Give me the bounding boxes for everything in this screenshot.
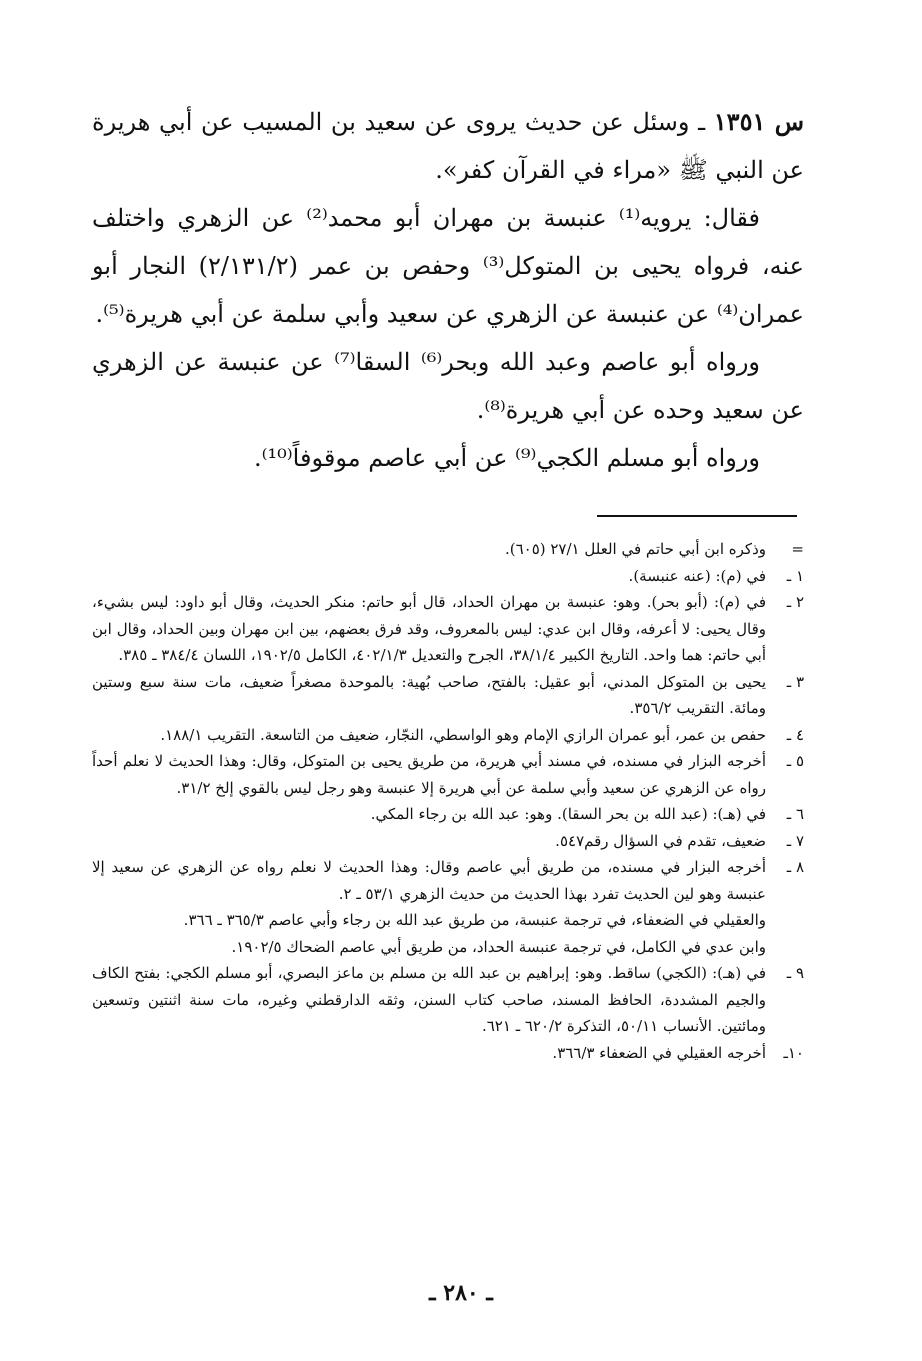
footnote-text: أخرجه البزار في مسنده، من طريق أبي عاصم وقال: وهذا الحديث لا نعلم رواه عن الزهري عن سعيد إلا عنبسة وهو لين الحديث تفرد بهذا الحديث من حديث الزهري ٥٣/١ ـ ٢. bbox=[92, 858, 766, 903]
footnote-4 bbox=[92, 722, 804, 749]
footnote-number: ٣ ـ bbox=[786, 672, 804, 691]
main-text bbox=[92, 98, 804, 482]
page-number: ـ ٢٨٠ ـ bbox=[429, 1280, 493, 1306]
footnote-number: ١ ـ bbox=[786, 566, 804, 585]
question-text: ـ وسئل عن حديث يروى عن سعيد بن المسيب عن أبي هريرة عن النبي ﷺ «مراء في القرآن كفر». bbox=[92, 108, 804, 184]
footnote-9 bbox=[92, 960, 804, 1040]
footnote-continuation bbox=[92, 536, 804, 563]
footnote-text: ضعيف، تقدم في السؤال رقم٥٤٧. bbox=[555, 831, 766, 850]
footnote-number: ٥ ـ bbox=[786, 752, 804, 770]
footnote-text: أخرجه البزار في مسنده، في مسند أبي هريرة، من طريق يحيى بن المتوكل، وقال: وهذا الحديث لا نعلم أحداً رواه عن الزهري عن سعيد وأبي سلمة عن أبي هريرة إلا عنبسة وهو رجل ليس بالقوي إلخ ٣١/٢. bbox=[92, 752, 766, 797]
body-paragraph: ورواه أبو مسلم الكجي⁽⁹⁾ عن أبي عاصم موقوفاً⁽¹⁰⁾. bbox=[254, 444, 760, 472]
footnote-10 bbox=[92, 1040, 804, 1067]
footnote-1 bbox=[92, 563, 804, 590]
footnote-6 bbox=[92, 801, 804, 828]
footnotes bbox=[92, 536, 804, 1066]
footnote-text: والعقيلي في الضعفاء، في ترجمة عنبسة، من طريق عبد الله بن رجاء وأبي عاصم ٣٦٥/٣ ـ ٣٦٦. bbox=[183, 911, 766, 929]
footnote-text: حفص بن عمر، أبو عمران الرازي الإمام وهو الواسطي، النجّار، ضعيف من التاسعة. التقريب ١٨٨/١. bbox=[160, 725, 766, 744]
footnote-number: ٤ ـ bbox=[786, 725, 804, 744]
footnote-text: وابن عدي في الكامل، في ترجمة عنبسة الحداد، من طريق أبي عاصم الضحاك ١٩٠٢/٥. bbox=[231, 937, 766, 956]
body-paragraph: فقال: يرويه⁽¹⁾ عنبسة بن مهران أبو محمد⁽²⁾ عن الزهري واختلف عنه، فرواه يحيى بن المتوكل⁽³⁾ وحفص بن عمر (٢/١٣١/٢) النجار أبو عمران⁽⁴⁾ عن عنبسة عن الزهري عن سعيد وأبي سلمة عن أبي هريرة⁽⁵⁾. bbox=[92, 204, 804, 328]
footnote-number: ١٠ـ bbox=[783, 1043, 804, 1062]
footnote-number: = bbox=[791, 540, 804, 558]
footnote-text: يحيى بن المتوكل المدني، أبو عقيل: بالفتح، صاحب بُهية: بالموحدة مصغراً ضعيف، مات سنة سبع وستين ومائة. التقريب ٣٥٦/٢. bbox=[92, 672, 766, 717]
question-paragraph bbox=[92, 98, 804, 194]
footnote-number: ٧ ـ bbox=[786, 831, 804, 850]
footnote-5 bbox=[92, 748, 804, 801]
footnote-text: وذكره ابن أبي حاتم في العلل ٢٧/١ (٦٠٥). bbox=[504, 540, 766, 558]
footnote-text: أخرجه العقيلي في الضعفاء ٣٦٦/٣. bbox=[552, 1043, 766, 1062]
footnote-7 bbox=[92, 828, 804, 855]
question-number: س ١٣٥١ bbox=[713, 107, 804, 136]
footnote-text: في (هـ): (عبد الله بن بحر السقا). وهو: عبد الله بن رجاء المكي. bbox=[370, 805, 766, 823]
footnote-number: ٨ ـ bbox=[786, 858, 804, 876]
footnote-2 bbox=[92, 589, 804, 669]
footnote-8 bbox=[92, 854, 804, 960]
body-paragraph: ورواه أبو عاصم وعبد الله وبحر⁽⁶⁾ السقا⁽⁷⁾ عن عنبسة عن الزهري عن سعيد وحده عن أبي هريرة⁽⁸⁾. bbox=[92, 348, 804, 424]
footnote-3 bbox=[92, 669, 804, 722]
footnote-number: ٢ ـ bbox=[786, 593, 804, 611]
footnote-number: ٩ ـ bbox=[786, 964, 804, 982]
footnote-divider bbox=[597, 515, 797, 517]
footnote-number: ٦ ـ bbox=[786, 805, 804, 823]
footnote-text: في (م): (أبو بحر). وهو: عنبسة بن مهران الحداد، قال أبو حاتم: منكر الحديث، وقال أبو داود: ليس بشيء، وقال يحيى: لا أعرفه، وقال ابن عدي: ليس بالمعروف، وقد فرق بعضهم، بين ابن مهران وبين الحداد، وقال ابن أبي حاتم: هما واحد. التاريخ الكبير ٣٨/١/٤، الجرح والتعديل ٤٠٢/١/٣، الكامل ١٩٠٢/٥، اللسان ٣٨٤/٤ ـ ٣٨٥. bbox=[92, 593, 766, 664]
footnote-text: في (هـ): (الكجي) ساقط. وهو: إبراهيم بن عبد الله بن مسلم بن ماعز البصري، أبو مسلم الكجي: بفتح الكاف والجيم المشددة، الحافظ المسند، صاحب كتاب السنن، وثقه الدارقطني وغيره، مات سنة اثنتين وتسعين ومائتين. الأنساب ٥٠/١١، التذكرة ٦٢٠/٢ ـ ٦٢١. bbox=[92, 964, 766, 1035]
footnote-text: في (م): (عنه عنبسة). bbox=[628, 566, 766, 585]
